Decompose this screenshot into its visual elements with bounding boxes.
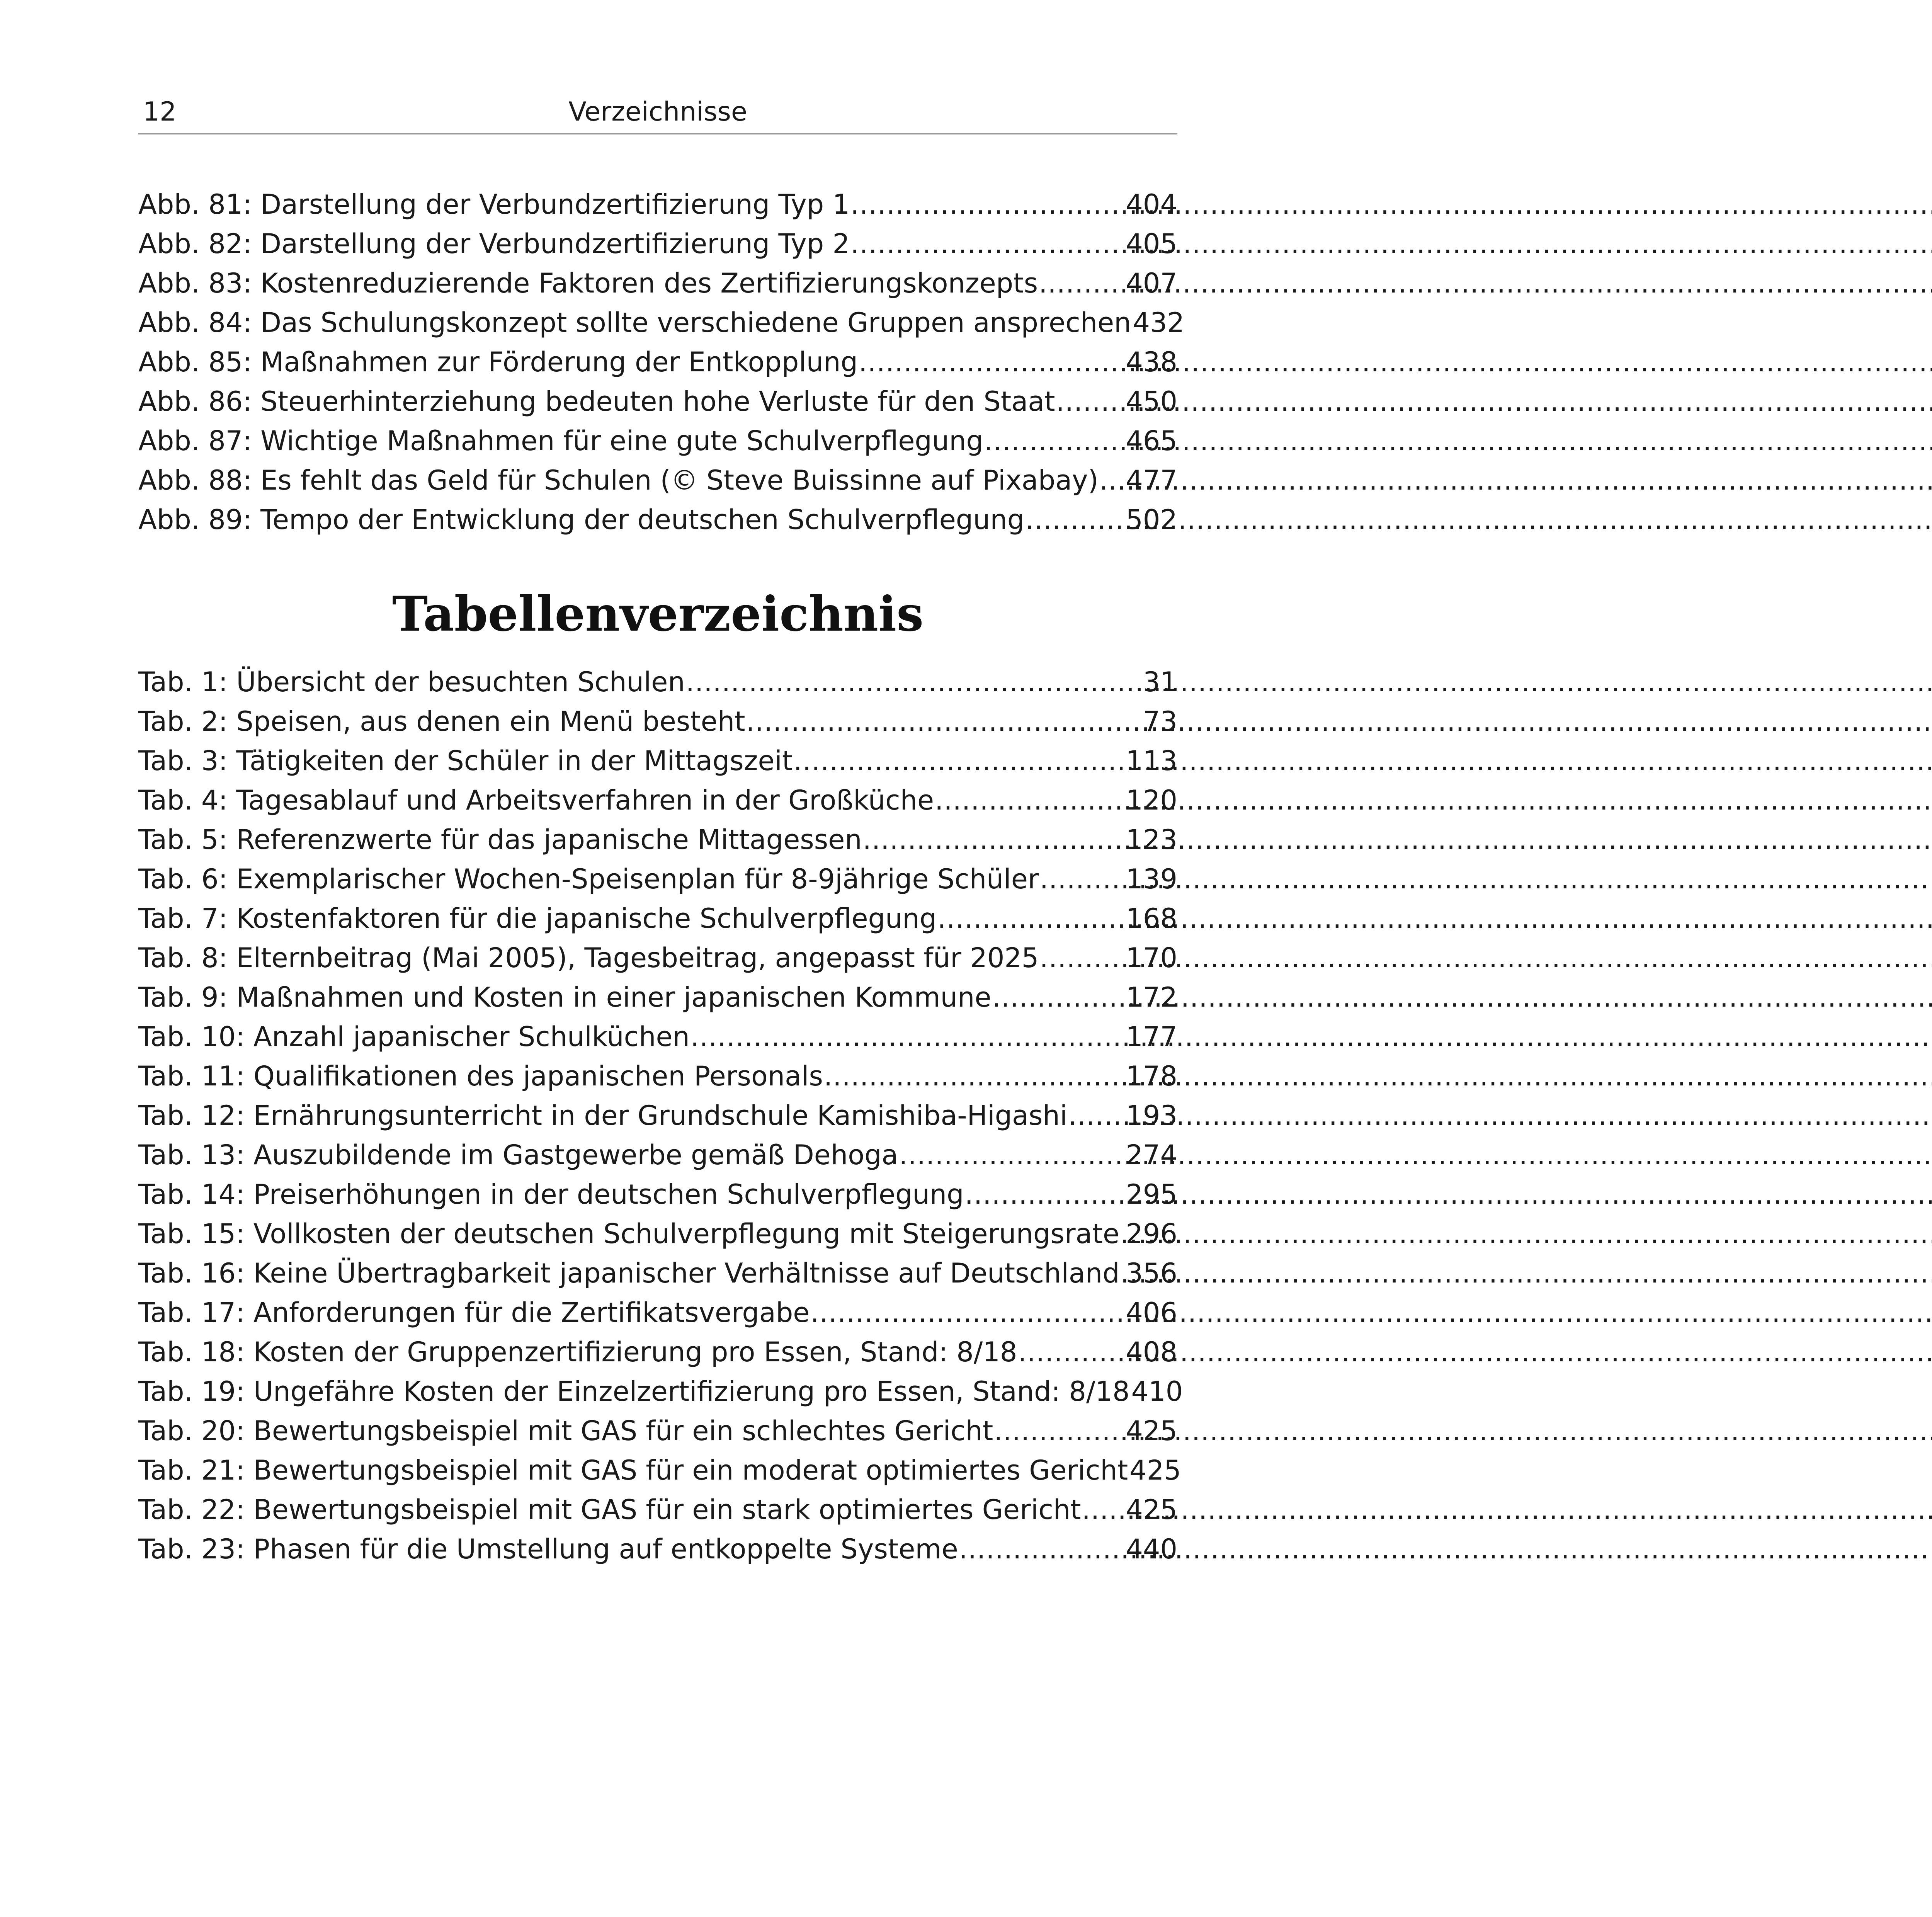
running-title: Verzeichnisse	[568, 97, 747, 127]
figure-page-number: 465	[1126, 425, 1177, 457]
table-entry	[138, 741, 1177, 781]
table-page-number: 113	[1126, 745, 1177, 777]
table-label: Tab. 2: Speisen, aus denen ein Menü besteht	[138, 706, 745, 737]
dot-leader	[899, 1135, 1125, 1175]
dot-leader	[992, 978, 1125, 1017]
table-entry	[138, 1451, 1181, 1490]
table-label: Tab. 23: Phasen für die Umstellung auf entkoppelte Systeme	[138, 1533, 958, 1565]
table-entry	[138, 1332, 1177, 1372]
figure-entry	[138, 421, 1177, 461]
figure-label: Abb. 85: Maßnahmen zur Förderung der Entkopplung	[138, 346, 858, 378]
dot-leader	[1121, 1254, 1125, 1293]
table-page-number: 168	[1126, 903, 1177, 934]
table-label: Tab. 11: Qualifikationen des japanischen Personals	[138, 1060, 823, 1092]
table-page-number: 73	[1143, 706, 1177, 737]
figure-page-number: 477	[1126, 464, 1177, 496]
table-page-number: 31	[1143, 666, 1177, 698]
figure-page-number: 404	[1126, 189, 1177, 220]
dot-leader	[1025, 500, 1125, 539]
dot-leader	[965, 1175, 1125, 1214]
dot-leader	[746, 702, 1142, 741]
figure-page-number: 407	[1126, 267, 1177, 299]
dot-leader	[686, 662, 1142, 702]
table-label: Tab. 4: Tagesablauf und Arbeitsverfahren in der Großküche	[138, 784, 934, 816]
table-entry	[138, 1175, 1177, 1214]
table-page-number: 193	[1126, 1100, 1177, 1131]
table-page-number: 139	[1126, 863, 1177, 895]
table-label: Tab. 16: Keine Übertragbarkeit japanischer Verhältnisse auf Deutschland	[138, 1257, 1120, 1289]
table-entry	[138, 859, 1177, 899]
table-entry	[138, 1411, 1177, 1451]
dot-leader	[824, 1056, 1125, 1096]
table-page-number: 170	[1126, 942, 1177, 974]
figure-entry	[138, 303, 1185, 342]
table-label: Tab. 19: Ungefähre Kosten der Einzelzertifizierung pro Essen, Stand: 8/18	[138, 1376, 1130, 1407]
dot-leader	[793, 741, 1125, 781]
table-entry	[138, 1017, 1177, 1056]
dot-leader	[1018, 1332, 1125, 1372]
table-label: Tab. 12: Ernährungsunterricht in der Grundschule Kamishiba-Higashi	[138, 1100, 1068, 1131]
table-page-number: 408	[1126, 1336, 1177, 1368]
table-label: Tab. 17: Anforderungen für die Zertifikatsvergabe	[138, 1297, 810, 1328]
table-page-number: 425	[1126, 1494, 1177, 1526]
table-page-number: 410	[1131, 1376, 1183, 1407]
page-number: 12	[143, 97, 177, 127]
table-label: Tab. 6: Exemplarischer Wochen-Speisenplan für 8-9jährige Schüler	[138, 863, 1039, 895]
table-page-number: 295	[1126, 1179, 1177, 1210]
dot-leader	[859, 342, 1125, 382]
figure-label: Abb. 83: Kostenreduzierende Faktoren des Zertifizierungskonzepts	[138, 267, 1038, 299]
table-entry	[138, 1293, 1177, 1332]
dot-leader	[994, 1411, 1125, 1451]
table-label: Tab. 20: Bewertungsbeispiel mit GAS für ein schlechtes Gericht	[138, 1415, 993, 1447]
table-page-number: 356	[1126, 1257, 1177, 1289]
table-page-number: 440	[1126, 1533, 1177, 1565]
dot-leader	[984, 421, 1125, 461]
dot-leader	[1082, 1490, 1125, 1529]
figure-entry	[138, 264, 1177, 303]
figures-list	[138, 185, 1185, 539]
dot-leader	[937, 899, 1125, 938]
figure-entry	[138, 461, 1177, 500]
tables-list	[138, 662, 1183, 1569]
figure-label: Abb. 86: Steuerhinterziehung bedeuten hohe Verluste für den Staat	[138, 386, 1055, 417]
dot-leader	[1040, 859, 1125, 899]
figure-page-number: 432	[1133, 307, 1185, 338]
dot-leader	[810, 1293, 1125, 1332]
table-page-number: 274	[1126, 1139, 1177, 1171]
table-label: Tab. 21: Bewertungsbeispiel mit GAS für ein moderat optimiertes Gericht	[138, 1454, 1128, 1486]
figure-label: Abb. 82: Darstellung der Verbundzertifizierung Typ 2	[138, 228, 850, 260]
figure-label: Abb. 84: Das Schulungskonzept sollte verschiedene Gruppen ansprechen	[138, 307, 1131, 338]
dot-leader	[690, 1017, 1125, 1056]
table-page-number: 178	[1126, 1060, 1177, 1092]
figure-label: Abb. 81: Darstellung der Verbundzertifizierung Typ 1	[138, 189, 850, 220]
dot-leader	[850, 224, 1125, 264]
figure-entry	[138, 382, 1177, 421]
table-entry	[138, 1372, 1183, 1411]
dot-leader	[1099, 461, 1125, 500]
figure-page-number: 405	[1126, 228, 1177, 260]
table-label: Tab. 1: Übersicht der besuchten Schulen	[138, 666, 685, 698]
dot-leader	[850, 185, 1125, 224]
table-page-number: 177	[1126, 1021, 1177, 1053]
table-entry	[138, 1214, 1177, 1254]
table-entry	[138, 1490, 1177, 1529]
dot-leader	[1056, 382, 1125, 421]
figure-entry	[138, 185, 1177, 224]
table-label: Tab. 18: Kosten der Gruppenzertifizierung pro Essen, Stand: 8/18	[138, 1336, 1017, 1368]
table-label: Tab. 15: Vollkosten der deutschen Schulverpflegung mit Steigerungsrate	[138, 1218, 1120, 1250]
table-page-number: 406	[1126, 1297, 1177, 1328]
page-header	[138, 97, 1177, 128]
table-entry	[138, 1056, 1177, 1096]
figure-page-number: 438	[1126, 346, 1177, 378]
table-page-number: 296	[1126, 1218, 1177, 1250]
figure-entry	[138, 500, 1177, 539]
table-entry	[138, 1096, 1177, 1135]
figure-page-number: 450	[1126, 386, 1177, 417]
figure-label: Abb. 88: Es fehlt das Geld für Schulen (© Steve Buissinne auf Pixabay)	[138, 464, 1099, 496]
table-entry	[138, 781, 1177, 820]
dot-leader	[1039, 264, 1125, 303]
table-page-number: 123	[1126, 824, 1177, 856]
figure-page-number: 502	[1126, 504, 1177, 536]
dot-leader	[1068, 1096, 1125, 1135]
dot-leader	[935, 781, 1125, 820]
table-page-number: 120	[1126, 784, 1177, 816]
table-label: Tab. 14: Preiserhöhungen in der deutschen Schulverpflegung	[138, 1179, 964, 1210]
table-entry	[138, 899, 1177, 938]
table-entry	[138, 702, 1177, 741]
table-page-number: 425	[1126, 1415, 1177, 1447]
table-label: Tab. 10: Anzahl japanischer Schulküchen	[138, 1021, 690, 1053]
figure-entry	[138, 224, 1177, 264]
table-entry	[138, 820, 1177, 859]
table-page-number: 425	[1129, 1454, 1181, 1486]
table-entry	[138, 978, 1177, 1017]
header-divider	[138, 133, 1177, 134]
dot-leader	[959, 1529, 1125, 1569]
table-label: Tab. 7: Kostenfaktoren für die japanische Schulverpflegung	[138, 903, 937, 934]
table-label: Tab. 8: Elternbeitrag (Mai 2005), Tagesbeitrag, angepasst für 2025	[138, 942, 1039, 974]
table-label: Tab. 5: Referenzwerte für das japanische Mittagessen	[138, 824, 862, 856]
table-label: Tab. 3: Tätigkeiten der Schüler in der Mittagszeit	[138, 745, 793, 777]
table-entry	[138, 1135, 1177, 1175]
dot-leader	[1120, 1214, 1125, 1254]
figure-entry	[138, 342, 1177, 382]
table-label: Tab. 13: Auszubildende im Gastgewerbe gemäß Dehoga	[138, 1139, 898, 1171]
table-entry	[138, 1254, 1177, 1293]
tables-heading: Tabellenverzeichnis	[392, 586, 924, 642]
dot-leader	[1039, 938, 1125, 978]
figure-label: Abb. 89: Tempo der Entwicklung der deutschen Schulverpflegung	[138, 504, 1025, 536]
table-entry	[138, 662, 1177, 702]
table-page-number: 172	[1126, 981, 1177, 1013]
table-label: Tab. 9: Maßnahmen und Kosten in einer japanischen Kommune	[138, 981, 992, 1013]
dot-leader	[863, 820, 1125, 859]
table-label: Tab. 22: Bewertungsbeispiel mit GAS für ein stark optimiertes Gericht	[138, 1494, 1081, 1526]
figure-label: Abb. 87: Wichtige Maßnahmen für eine gute Schulverpflegung	[138, 425, 984, 457]
table-entry	[138, 938, 1177, 978]
table-entry	[138, 1529, 1177, 1569]
